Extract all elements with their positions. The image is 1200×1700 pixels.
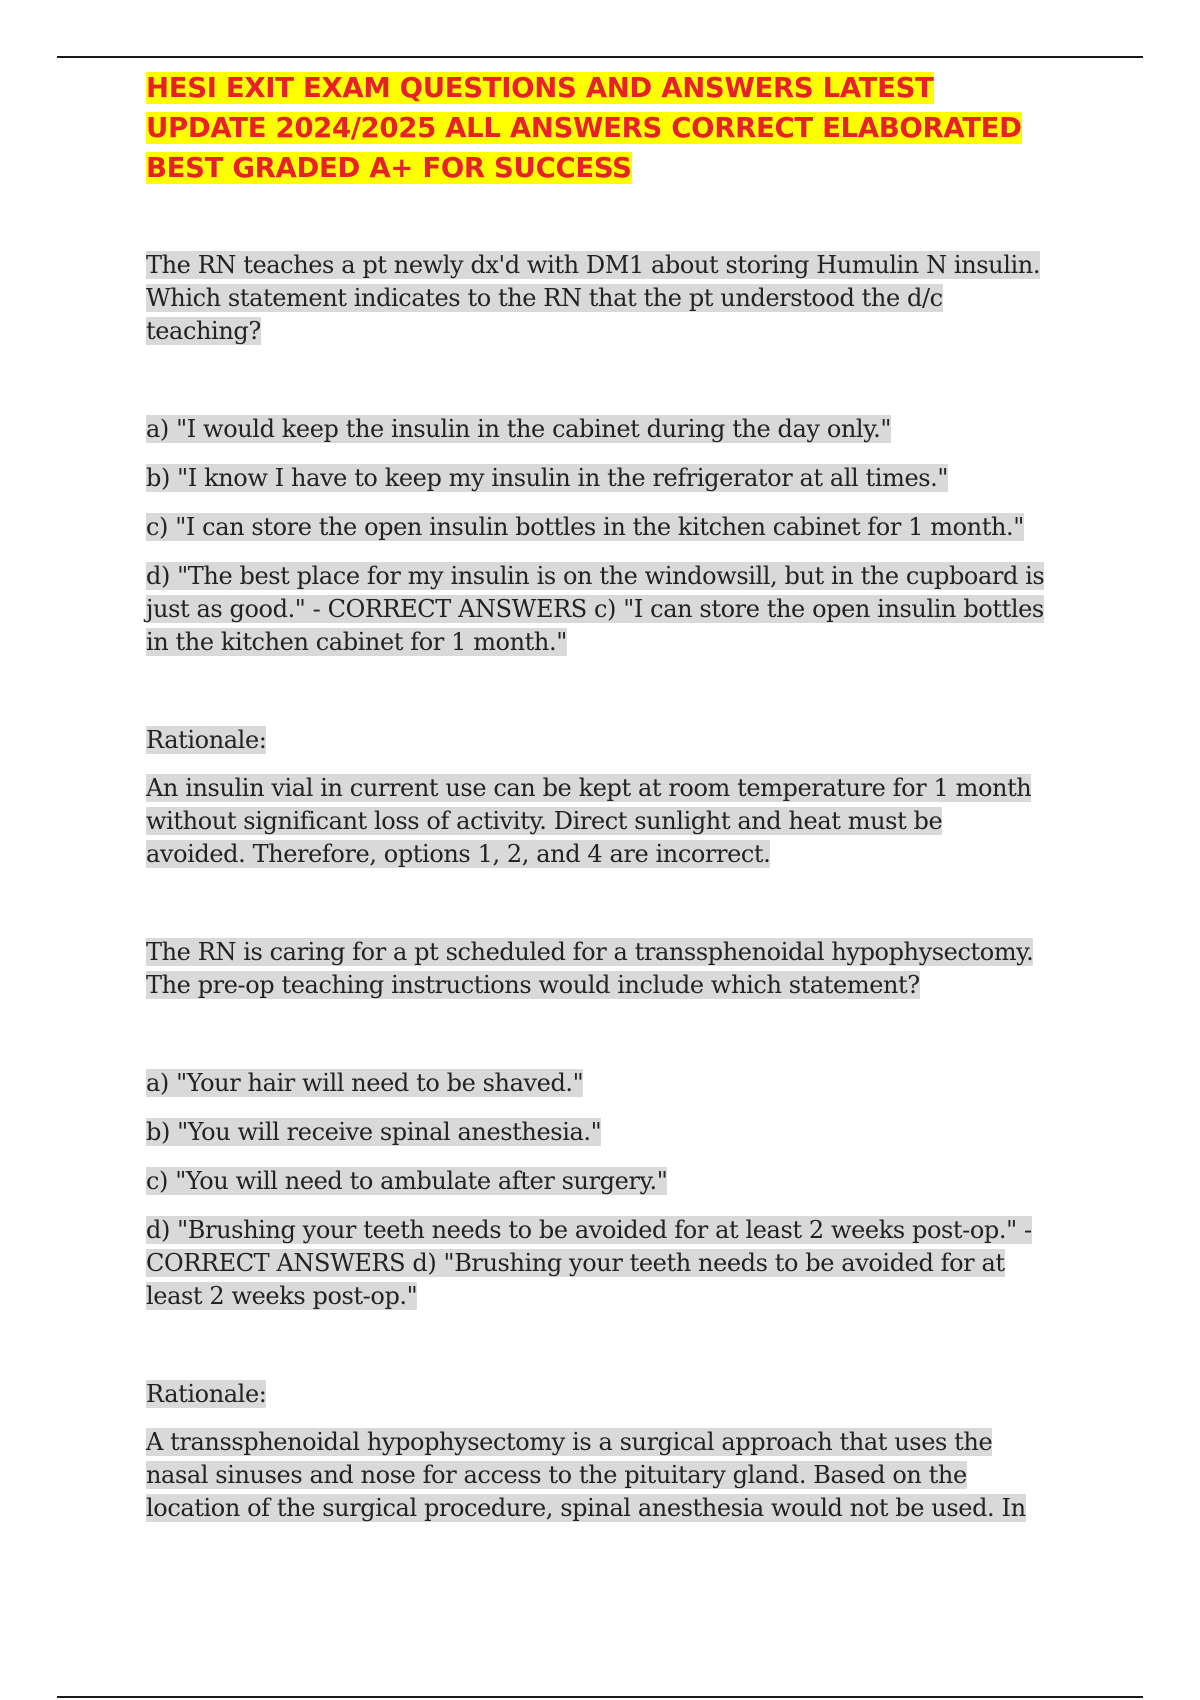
question-2-stem-text: The RN is caring for a pt scheduled for a transsphenoidal hypophysectomy. The pre-op teaching instructions would include which statement? bbox=[146, 938, 1034, 999]
document-body bbox=[146, 68, 1046, 1525]
question-1-rationale bbox=[146, 772, 1046, 871]
question-2-option-c bbox=[146, 1165, 1046, 1198]
question-2-option-b bbox=[146, 1116, 1046, 1149]
question-2-option-d-text: d) "Brushing your teeth needs to be avoided for at least 2 weeks post-op." - CORRECT ANSWERS d) "Brushing your teeth needs to be avoided for at least 2 weeks post-op." bbox=[146, 1216, 1032, 1310]
question-1-rationale-label-text: Rationale: bbox=[146, 726, 267, 754]
document-title-text: HESI EXIT EXAM QUESTIONS AND ANSWERS LATEST UPDATE 2024/2025 ALL ANSWERS CORRECT ELABORATED BEST GRADED A+ FOR SUCCESS bbox=[146, 72, 1022, 184]
header-rule bbox=[57, 56, 1143, 58]
question-1-option-b bbox=[146, 462, 1046, 495]
question-1-option-a-text: a) "I would keep the insulin in the cabinet during the day only." bbox=[146, 415, 892, 443]
question-2-option-a-text: a) "Your hair will need to be shaved." bbox=[146, 1069, 584, 1097]
question-1-option-d-text: d) "The best place for my insulin is on the windowsill, but in the cupboard is just as good." - CORRECT ANSWERS c) "I can store the open insulin bottles in the kitchen cabinet for 1 month." bbox=[146, 562, 1045, 656]
document-title bbox=[146, 68, 1046, 188]
footer-rule bbox=[57, 1696, 1143, 1698]
question-1-option-d-with-answer bbox=[146, 560, 1046, 659]
question-2-option-b-text: b) "You will receive spinal anesthesia." bbox=[146, 1118, 602, 1146]
question-2-rationale-label bbox=[146, 1378, 1046, 1411]
question-1-option-c bbox=[146, 511, 1046, 544]
question-1-rationale-label bbox=[146, 724, 1046, 757]
question-2-option-a bbox=[146, 1067, 1046, 1100]
question-2-rationale-label-text: Rationale: bbox=[146, 1380, 267, 1408]
question-2-rationale-text: A transsphenoidal hypophysectomy is a surgical approach that uses the nasal sinuses and nose for access to the pituitary gland. Based on the location of the surgical procedure, spinal anesthesia would not be used. In bbox=[146, 1428, 1026, 1522]
question-2-option-c-text: c) "You will need to ambulate after surgery." bbox=[146, 1167, 668, 1195]
question-2-stem bbox=[146, 936, 1046, 1002]
question-1-rationale-text: An insulin vial in current use can be kept at room temperature for 1 month without significant loss of activity. Direct sunlight and heat must be avoided. Therefore, options 1, 2, and 4 are incorrect. bbox=[146, 774, 1032, 868]
question-1-stem bbox=[146, 249, 1046, 348]
question-1-option-a bbox=[146, 413, 1046, 446]
question-1-stem-text: The RN teaches a pt newly dx'd with DM1 about storing Humulin N insulin. Which statement indicates to the RN that the pt understood the d/c teaching? bbox=[146, 251, 1041, 345]
question-1-option-c-text: c) "I can store the open insulin bottles in the kitchen cabinet for 1 month." bbox=[146, 513, 1024, 541]
question-2-rationale bbox=[146, 1426, 1046, 1525]
question-2-option-d-with-answer bbox=[146, 1214, 1046, 1313]
question-1-option-b-text: b) "I know I have to keep my insulin in the refrigerator at all times." bbox=[146, 464, 949, 492]
